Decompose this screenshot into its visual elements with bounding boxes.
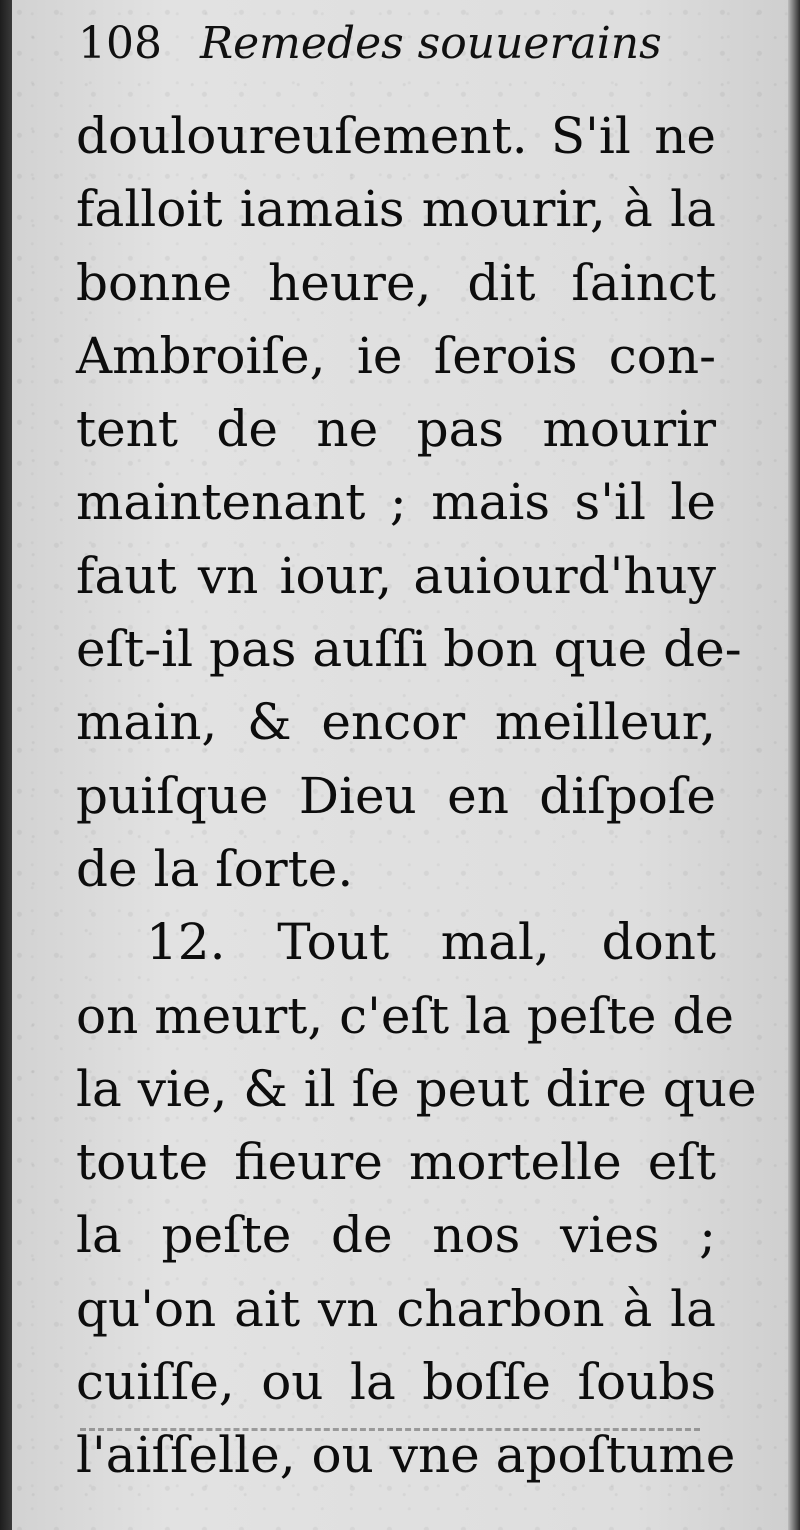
text-line: cuiſſe, ou la boſſe ſoubs (76, 1353, 716, 1412)
paragraph-start-line: 12. Tout mal, dont (146, 913, 716, 972)
text-line: falloit iamais mourir, à la (76, 180, 716, 239)
page-number: 108 (78, 18, 162, 69)
text-line: tent de ne pas mourir (76, 400, 716, 459)
text-line: l'aiſſelle, ou vne apoſtume (76, 1426, 736, 1485)
text-line: eſt-il pas auſſi bon que de- (76, 620, 742, 679)
print-marks (80, 1428, 700, 1437)
text-line: bonne heure, dit ſainct (76, 253, 716, 312)
text-line: qu'on ait vn charbon à la (76, 1279, 716, 1338)
text-line: douloureuſement. S'il ne (76, 107, 716, 165)
text-line: Ambroiſe, ie ſerois con- (76, 326, 716, 385)
text-line: puiſque Dieu en diſpoſe (76, 766, 716, 825)
text-line: faut vn iour, auiourd'huy (76, 546, 716, 605)
left-page-edge (0, 0, 12, 1530)
running-title: Remedes souuerains (199, 18, 662, 69)
text-line: de la ſorte. (76, 839, 354, 898)
body-text (76, 100, 757, 1493)
text-line: la vie, & il ſe peut dire que (76, 1059, 757, 1118)
text-line: maintenant ; mais s'il le (76, 473, 716, 532)
text-line: toute fieure mortelle eſt (76, 1133, 716, 1192)
page-header (78, 18, 662, 69)
text-line: on meurt, c'eſt la peſte de (76, 986, 734, 1045)
text-line: main, & encor meilleur, (76, 693, 716, 752)
right-page-edge (788, 0, 800, 1530)
text-line: la peſte de nos vies ; (76, 1206, 716, 1265)
